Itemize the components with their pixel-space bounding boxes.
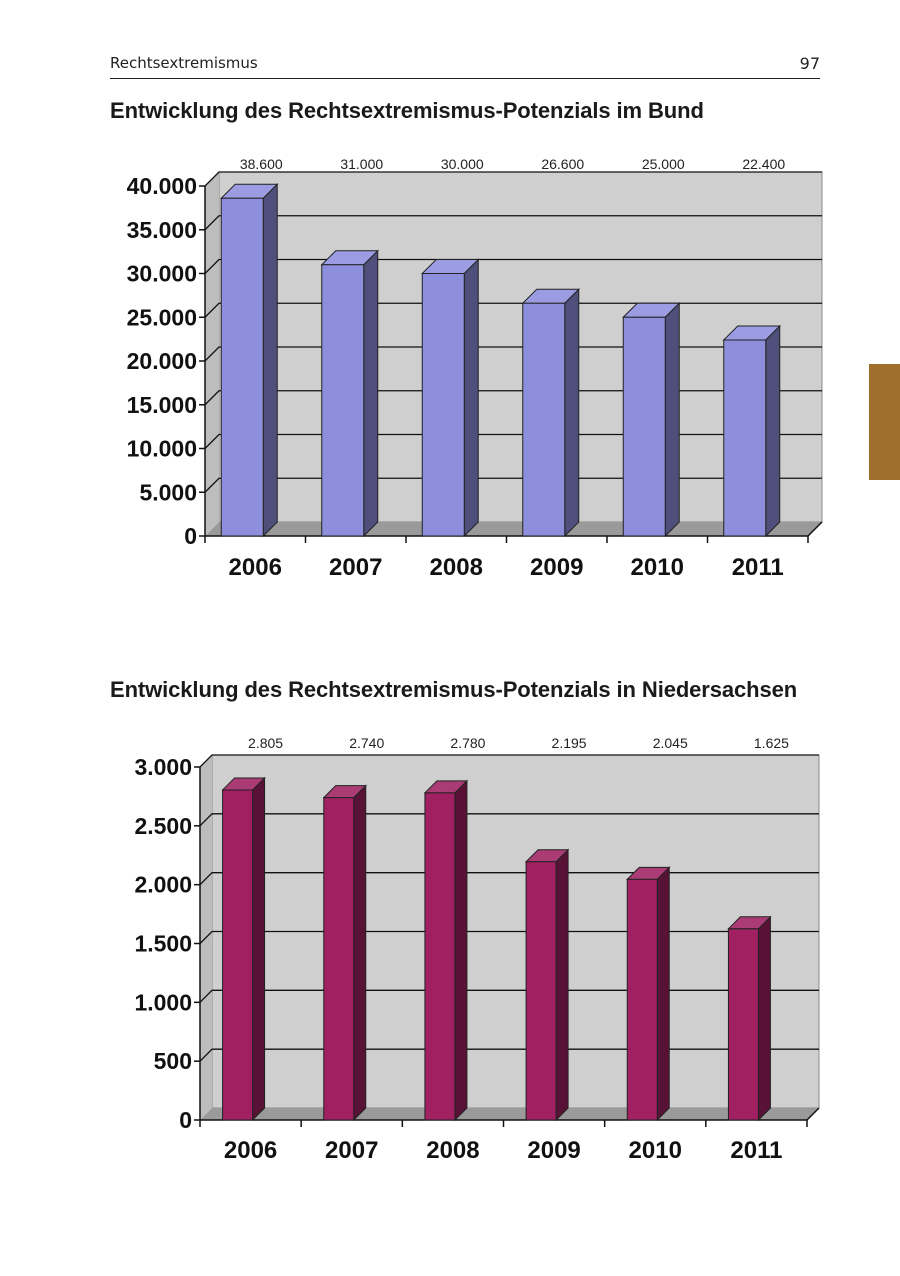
x-tick-label: 2006: [223, 1137, 278, 1164]
y-tick-label: 500: [153, 1048, 192, 1075]
y-tick-label: 2.500: [134, 812, 192, 839]
data-label: 2.780: [450, 735, 486, 751]
y-tick-label: 10.000: [126, 435, 197, 462]
bar: [728, 929, 758, 1120]
bar: [526, 862, 556, 1120]
data-label: 2.740: [349, 735, 385, 751]
chart-title-bund: Entwicklung des Rechtsextremismus-Potenzials im Bund: [110, 98, 704, 123]
bar: [223, 790, 253, 1120]
y-tick-label: 30.000: [126, 260, 197, 287]
x-tick-label: 2009: [530, 554, 584, 581]
bar-side: [464, 260, 478, 537]
x-tick-label: 2010: [628, 1137, 682, 1164]
data-label: 2.195: [551, 735, 587, 751]
y-tick-label: 1.000: [134, 989, 192, 1016]
chart-title-niedersachsen: Entwicklung des Rechtsextremismus-Potenzials in Niedersachsen: [110, 677, 798, 702]
bar-side: [766, 326, 780, 536]
bar-side: [758, 917, 770, 1120]
y-tick-label: 1.500: [134, 930, 192, 957]
y-tick-label: 15.000: [126, 391, 197, 418]
y-tick-label: 25.000: [126, 304, 197, 331]
x-tick-label: 2006: [228, 554, 282, 581]
y-tick-label: 20.000: [126, 348, 197, 374]
x-tick-label: 2008: [426, 1137, 480, 1164]
bar-side: [455, 781, 467, 1120]
bar-side: [253, 778, 265, 1120]
data-label: 22.400: [742, 156, 786, 172]
y-tick-label: 3.000: [134, 754, 192, 780]
bar-side: [263, 184, 277, 536]
running-title: Rechtsextremismus: [110, 54, 258, 72]
bar-side: [657, 867, 669, 1120]
bar-chart-niedersachsen: [0, 728, 900, 1188]
x-tick-label: 2011: [730, 1137, 783, 1164]
running-head: [110, 52, 820, 79]
x-tick-label: 2008: [429, 554, 483, 581]
bar: [627, 879, 657, 1120]
bar: [523, 303, 565, 536]
y-tick-label: 5.000: [139, 479, 197, 506]
bar: [422, 274, 464, 537]
bar-side: [354, 786, 366, 1120]
y-tick-label: 2.000: [134, 871, 192, 898]
bar: [623, 317, 665, 536]
data-label: 30.000: [440, 156, 484, 172]
bar-chart-bund: [0, 150, 900, 600]
data-label: 2.045: [652, 735, 688, 751]
data-label: 2.805: [248, 735, 284, 751]
bar-side: [565, 289, 579, 536]
bar-side: [556, 850, 568, 1120]
data-label: 1.625: [753, 735, 789, 751]
data-label: 31.000: [340, 156, 384, 172]
bar: [322, 265, 364, 536]
data-label: 25.000: [641, 156, 685, 172]
bar: [425, 793, 455, 1120]
data-label: 38.600: [239, 156, 283, 172]
bar-side: [364, 251, 378, 536]
data-label: 26.600: [541, 156, 585, 172]
x-tick-label: 2011: [731, 554, 784, 581]
y-tick-label: 35.000: [126, 216, 197, 243]
y-tick-label: 0: [179, 1107, 192, 1133]
y-tick-label: 40.000: [126, 173, 197, 199]
x-tick-label: 2007: [329, 554, 383, 581]
x-tick-label: 2009: [527, 1137, 581, 1164]
plot-floor: [200, 1108, 819, 1120]
bar: [724, 340, 766, 536]
x-tick-label: 2007: [325, 1137, 379, 1164]
y-tick-label: 0: [184, 523, 197, 549]
bar: [221, 198, 263, 536]
page-number: 97: [799, 54, 820, 73]
bar-side: [665, 303, 679, 536]
bar: [324, 798, 354, 1120]
x-tick-label: 2010: [630, 554, 684, 581]
